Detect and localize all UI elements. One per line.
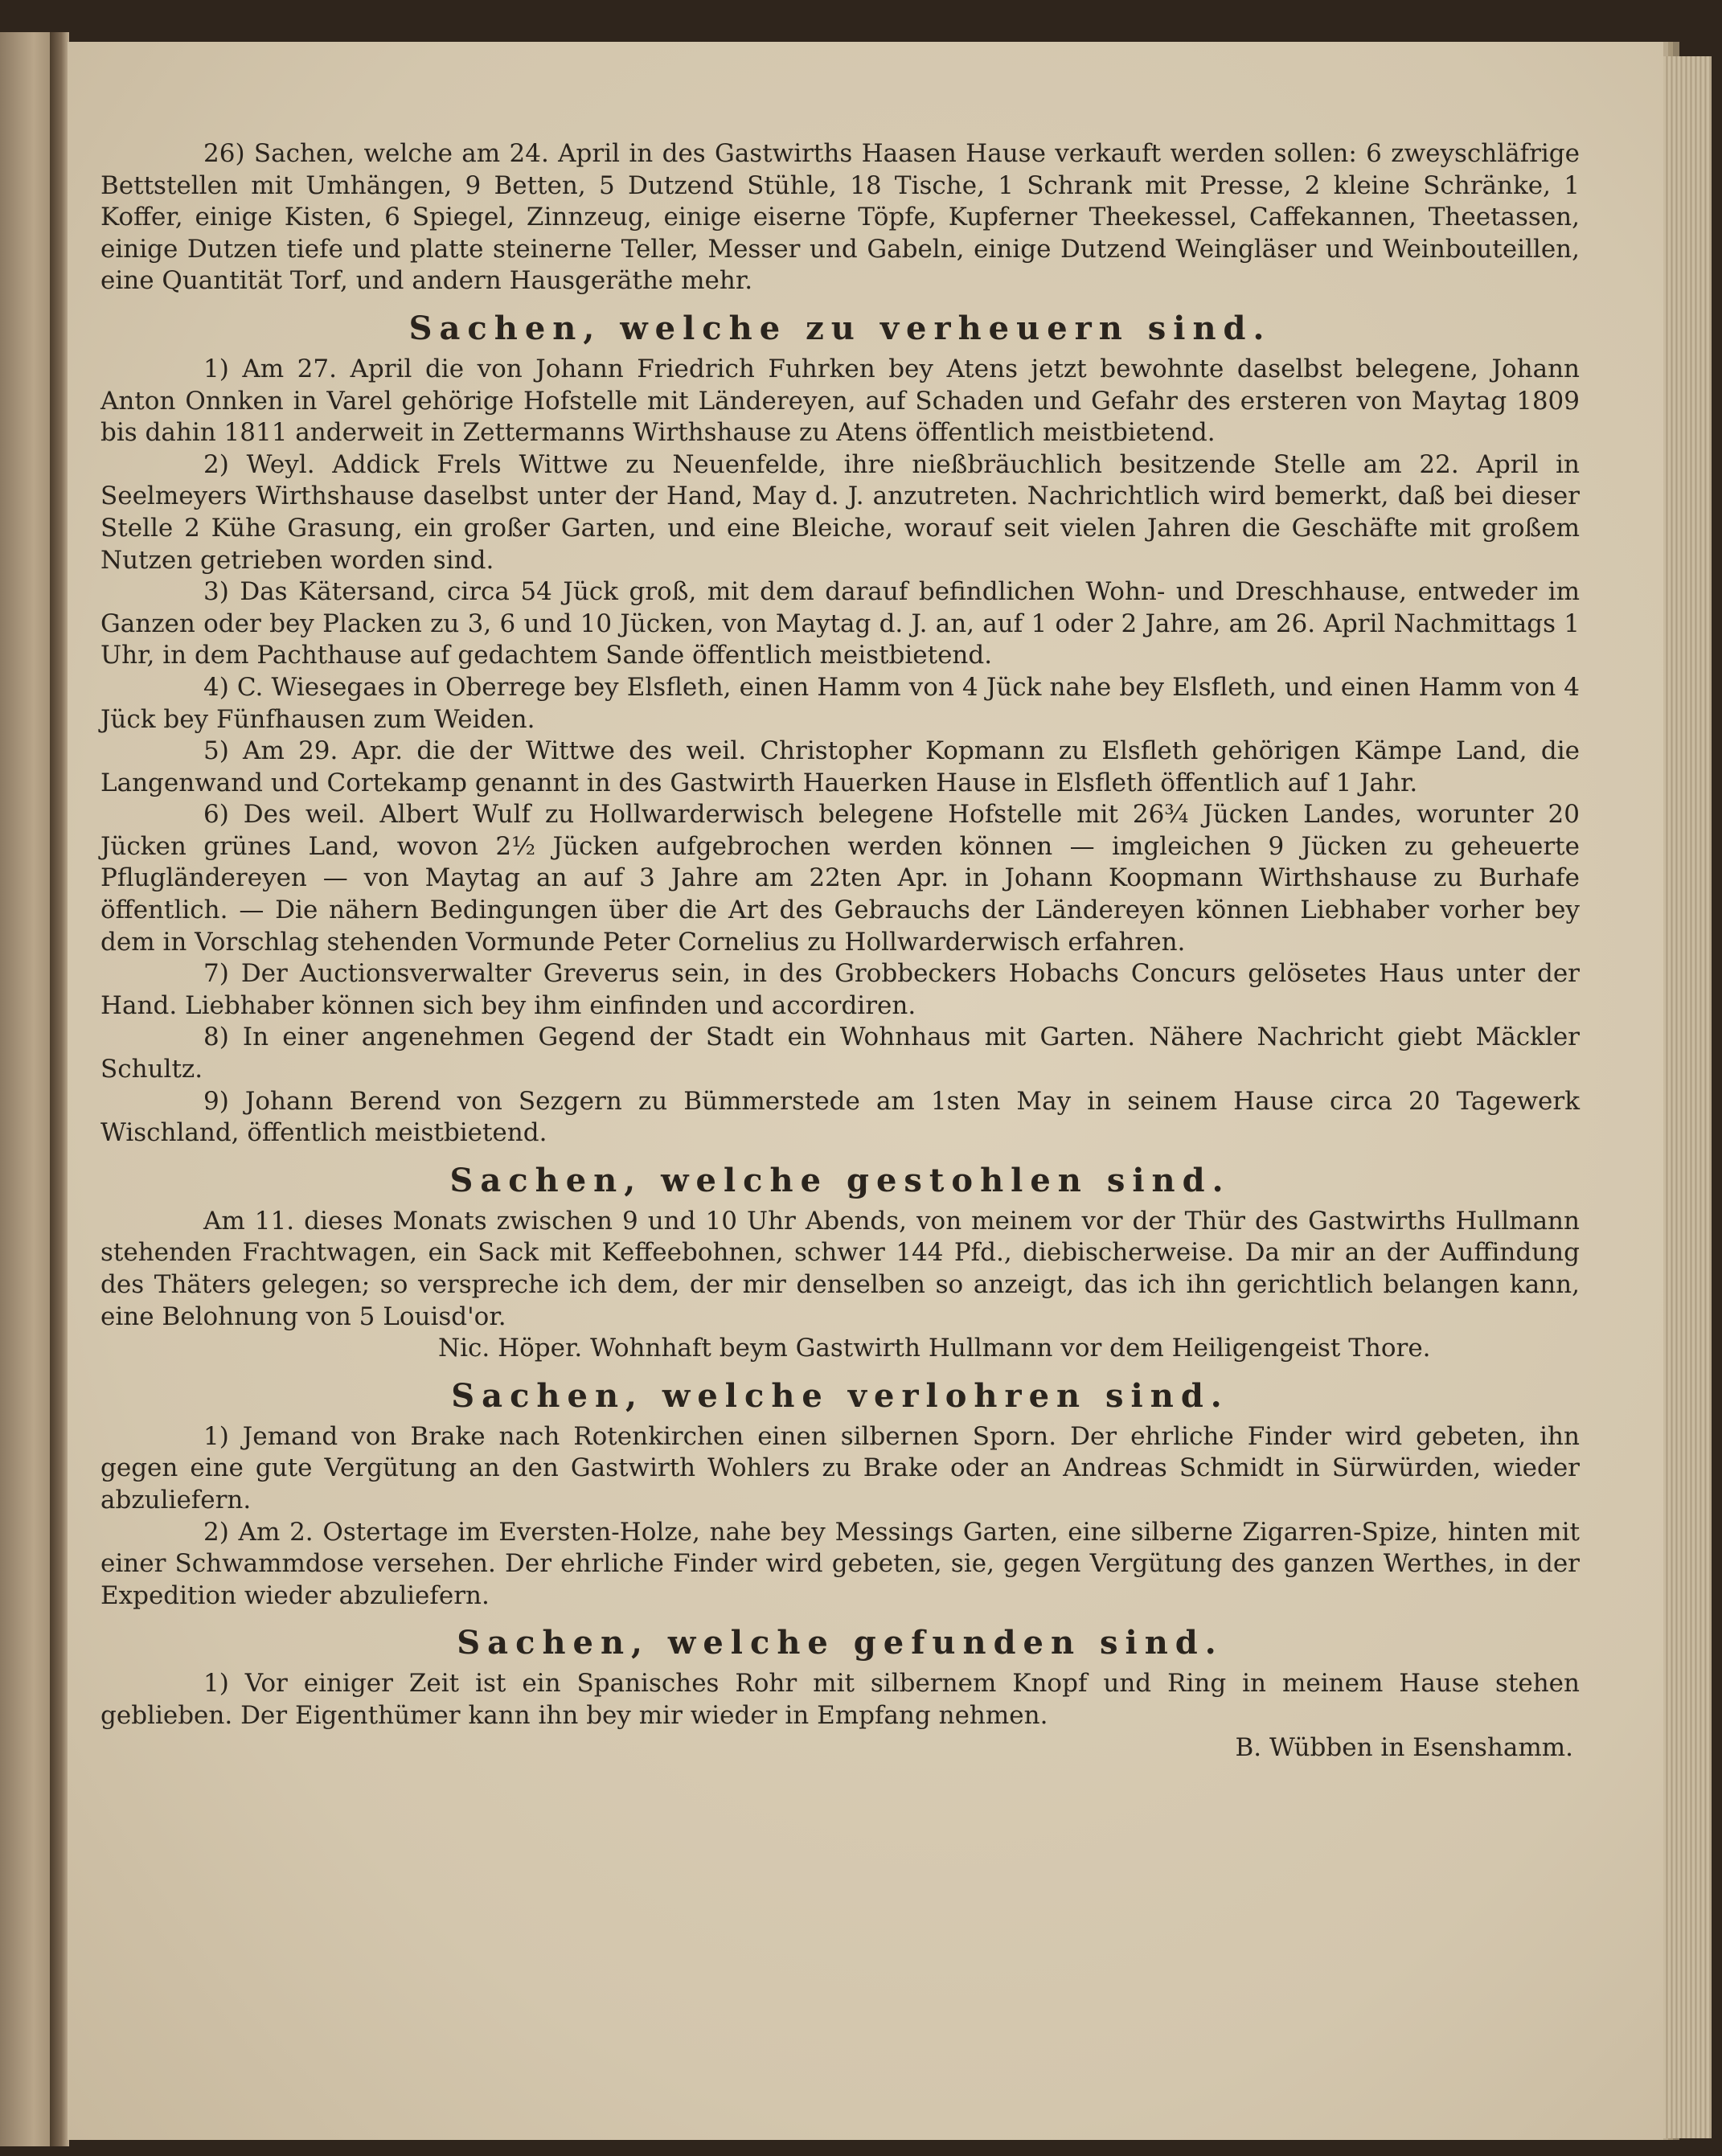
rent-item-5: 5) Am 29. Apr. die der Wittwe des weil. Christopher Kopmann zu Elsfleth gehörigen Kämpe Land, die Langenwand und Cortekamp genannt in des Gastwirth Hauerken Hause in Elsfleth öffentlich auf 1 Jahr. xyxy=(100,736,1580,797)
section-heading-stolen: Sachen, welche gestohlen sind. xyxy=(449,1161,1231,1199)
rent-item-7: 7) Der Auctionsverwalter Greverus sein, in des Grobbeckers Hobachs Concurs gelösetes Haus unter der Hand. Liebhaber können sich bey ihm einfinden und accordiren. xyxy=(100,959,1580,1020)
rent-item-4: 4) C. Wiesegaes in Oberrege bey Elsfleth, einen Hamm von 4 Jück nahe bey Elsfleth, und einen Hamm von 4 Jück bey Fünfhausen zum Weiden. xyxy=(100,672,1580,734)
rent-item-8: 8) In einer angenehmen Gegend der Stadt ein Wohnhaus mit Garten. Nähere Nachricht giebt Mäckler Schultz. xyxy=(100,1023,1580,1084)
rent-item-6: 6) Des weil. Albert Wulf zu Hollwarderwisch belegene Hofstelle mit 26¾ Jücken Landes, worunter 20 Jücken grünes Land, wovon 2½ Jücken aufgebrochen werden können — imgleichen 9 Jücken zu geheuerte Pflugländereyen — von Maytag an auf 3 Jahre am 22ten Apr. in Johann Koopmann Wirthshause zu Burhafe öffentlich. — Die nähern Bedingungen über die Art des Gebrauchs der Ländereyen können Liebhaber vorher bey dem in Vorschlag stehenden Vormunde Peter Cornelius zu Hollwarderwisch erfahren. xyxy=(100,800,1580,957)
lost-item-1: 1) Jemand von Brake nach Rotenkirchen einen silbernen Sporn. Der ehrliche Finder wird gebeten, ihn gegen eine gute Vergütung an den Gastwirth Wohlers zu Brake oder an Andreas Schmidt in Sürwürden, wieder abzuliefern. xyxy=(100,1421,1580,1515)
section-heading-rent: Sachen, welche zu verheuern sind. xyxy=(408,309,1272,347)
rent-item-1: 1) Am 27. April die von Johann Friedrich Fuhrken bey Atens jetzt bewohnte daselbst belegene, Johann Anton Onnken in Varel gehörige Hofstelle mit Ländereyen, auf Schaden und Gefahr des ersteren von Maytag 1809 bis dahin 1811 anderweit in Zettermanns Wirthshause zu Atens öffentlich meistbietend. xyxy=(100,354,1580,448)
previous-page-edge xyxy=(0,32,56,2146)
found-item-1: 1) Vor einiger Zeit ist ein Spanisches Rohr mit silbernem Knopf und Ring in meinem Hause stehen geblieben. Der Eigenthümer kann ihn bey mir wieder in Empfang nehmen. xyxy=(100,1669,1580,1730)
section-heading-found: Sachen, welche gefunden sind. xyxy=(457,1624,1224,1662)
document-text xyxy=(100,138,1580,1764)
page-stack-edge xyxy=(1663,56,1712,2138)
found-signature: B. Wübben in Esenshamm. xyxy=(1235,1732,1573,1762)
lost-item-2: 2) Am 2. Ostertage im Eversten-Holze, nahe bey Messings Garten, eine silberne Zigarren-Spize, hinten mit einer Schwammdose versehen. Der ehrliche Finder wird gebeten, sie, gegen Vergütung des ganzen Werthes, in der Expedition wieder abzuliefern. xyxy=(100,1517,1580,1610)
stolen-item-1: Am 11. dieses Monats zwischen 9 und 10 Uhr Abends, von meinem vor der Thür des Gastwirths Hullmann stehenden Frachtwagen, ein Sack mit Keffeebohnen, schwer 144 Pfd., diebischerweise. Da mir an der Auffindung des Thäters gelegen; so verspreche ich dem, der mir denselben so anzeigt, das ich ihn gerichtlich belangen kann, eine Belohnung von 5 Louisd'or. xyxy=(100,1206,1580,1331)
section-heading-lost: Sachen, welche verlohren sind. xyxy=(451,1376,1229,1415)
stolen-signature: Nic. Höper. Wohnhaft beym Gastwirth Hullmann vor dem Heiligengeist Thore. xyxy=(438,1334,1431,1363)
book-gutter xyxy=(50,32,69,2146)
rent-item-9: 9) Johann Berend von Sezgern zu Bümmerstede am 1sten May in seinem Hause circa 20 Tagewerk Wischland, öffentlich meistbietend. xyxy=(100,1086,1580,1148)
rent-item-2: 2) Weyl. Addick Frels Wittwe zu Neuenfelde, ihre nießbräuchlich besitzende Stelle am 22. April in Seelmeyers Wirthshause daselbst unter der Hand, May d. J. anzutreten. Nachrichtlich wird bemerkt, daß bei dieser Stelle 2 Kühe Grasung, ein großer Garten, und eine Bleiche, worauf seit vielen Jahren die Geschäfte mit großem Nutzen getrieben worden sind. xyxy=(100,449,1580,575)
rent-item-3: 3) Das Kätersand, circa 54 Jück groß, mit dem darauf befindlichen Wohn- und Dreschhause, entweder im Ganzen oder bey Placken zu 3, 6 und 10 Jücken, von Maytag d. J. an, auf 1 oder 2 Jahre, am 26. April Nachmittags 1 Uhr, in dem Pachthause auf gedachtem Sande öffentlich meistbietend. xyxy=(100,577,1580,670)
auction-notice-paragraph: 26) Sachen, welche am 24. April in des Gastwirths Haasen Hause verkauft werden sollen: 6 zweyschläfrige Bettstellen mit Umhängen, 9 Betten, 5 Dutzend Stühle, 18 Tische, 1 Schrank mit Presse, 2 kleine Schränke, 1 Koffer, einige Kisten, 6 Spiegel, Zinnzeug, einige eiserne Töpfe, Kupferner Theekessel, Caffekannen, Theetassen, einige Dutzen tiefe und platte steinerne Teller, Messer und Gabeln, einige Dutzend Weingläser und Weinbouteillen, eine Quantität Torf, und andern Hausgeräthe mehr. xyxy=(100,139,1580,296)
